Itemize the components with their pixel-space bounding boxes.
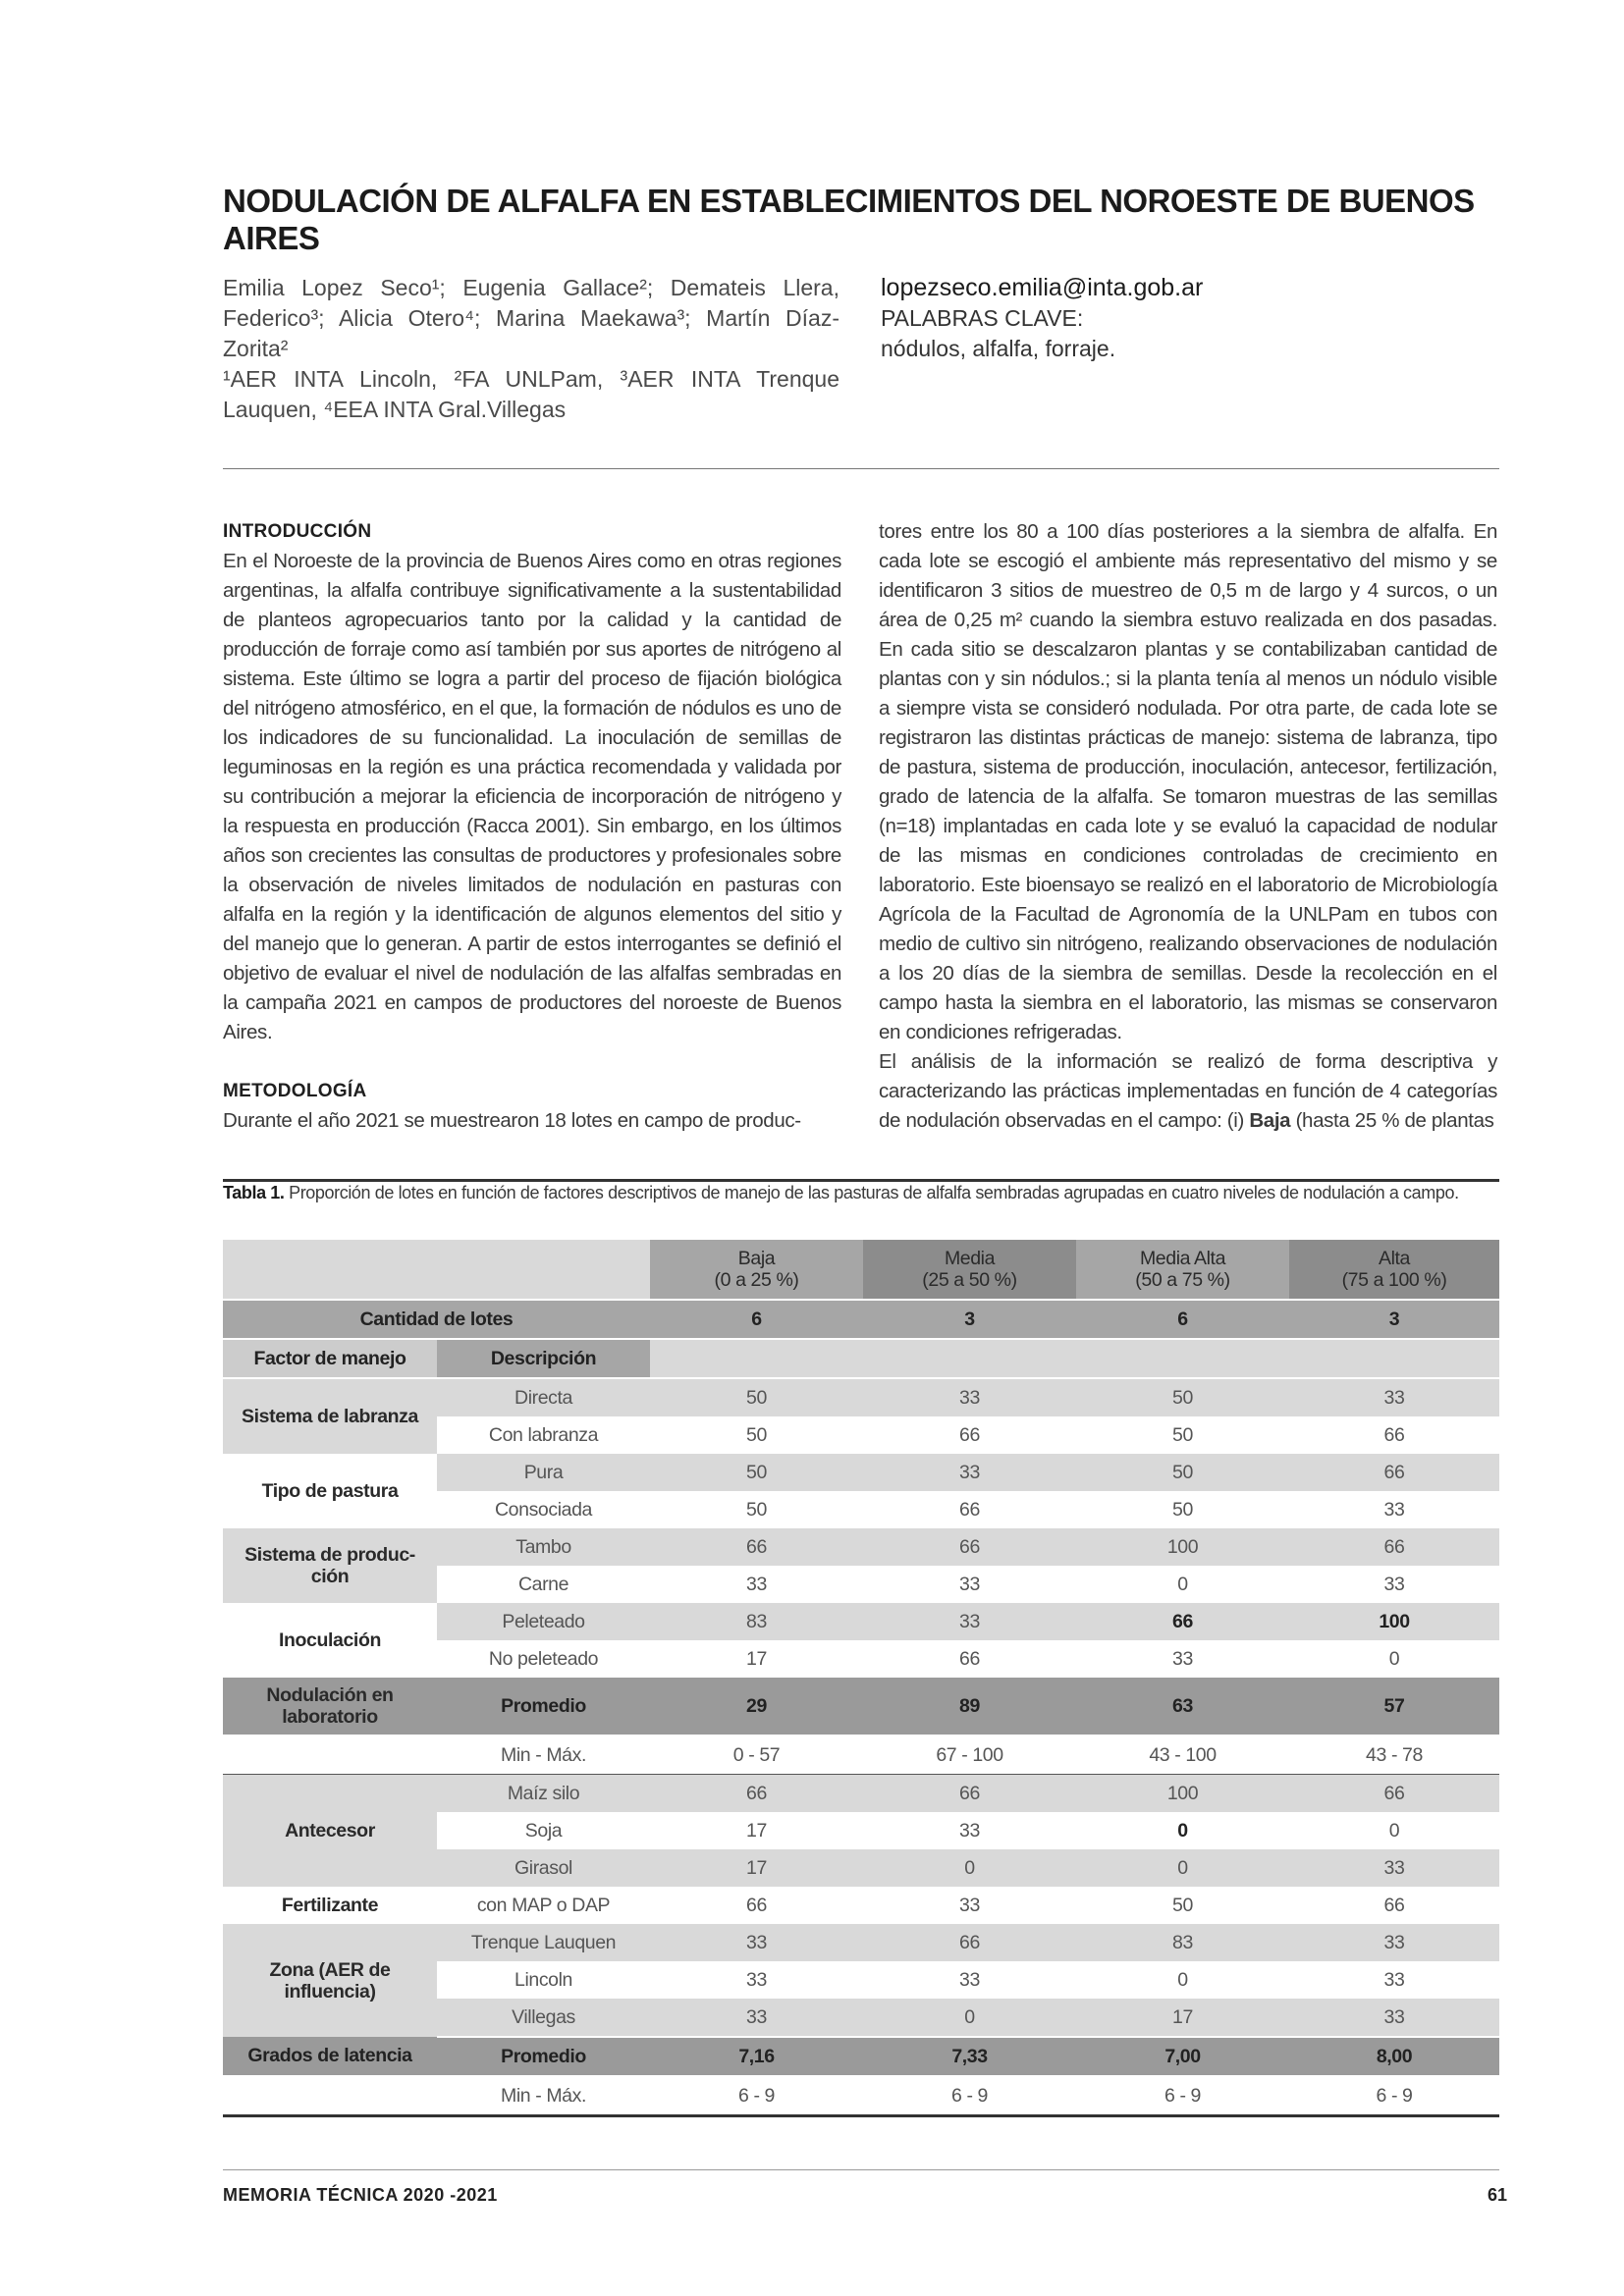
table-cell: 17	[650, 1640, 863, 1678]
table-cell: 50	[650, 1454, 863, 1491]
table-row	[223, 1454, 1499, 1491]
table-row	[223, 2037, 1499, 2076]
table-cell: Girasol	[437, 1849, 650, 1887]
table-cell: Min - Máx.	[437, 2076, 650, 2116]
factor-inoculacion: Inoculación	[223, 1603, 437, 1678]
table-cell: 3	[863, 1300, 1076, 1339]
table-cell: 33	[863, 1812, 1076, 1849]
table-cell: Promedio	[437, 2037, 650, 2076]
factor-antecesor: Antecesor	[223, 1775, 437, 1888]
footer-divider	[223, 2169, 1499, 2170]
table-cell: 33	[1289, 1999, 1499, 2037]
table-cell: 66	[1289, 1775, 1499, 1813]
table-cell: 6 - 9	[863, 2076, 1076, 2116]
table-cell: 66	[863, 1924, 1076, 1961]
table-cell: 33	[863, 1603, 1076, 1640]
table-cell: Peleteado	[437, 1603, 650, 1640]
table-cell: 33	[1076, 1640, 1289, 1678]
table-cell: 33	[650, 1999, 863, 2037]
factor-latencia: Grados de latencia	[223, 2037, 437, 2076]
factor-laboratorio: Nodulación en laboratorio	[223, 1678, 437, 1735]
desc-header: Descripción	[437, 1339, 650, 1378]
table-cell: 7,16	[650, 2037, 863, 2076]
table-top-rule	[223, 1179, 1499, 1182]
table-cell-blank	[223, 1735, 437, 1775]
table-cell: Pura	[437, 1454, 650, 1491]
table-cell: 33	[650, 1961, 863, 1999]
table-cell: 100	[1076, 1775, 1289, 1813]
col-header-baja: Baja (0 a 25 %)	[650, 1240, 863, 1300]
table-cell: 6	[650, 1300, 863, 1339]
header-divider	[223, 468, 1499, 469]
table-cell: Maíz silo	[437, 1775, 650, 1813]
table-row	[223, 1678, 1499, 1735]
factor-produccion: Sistema de produc- ción	[223, 1528, 437, 1603]
method-text-left: Durante el año 2021 se muestrearon 18 lotes en campo de produc-	[223, 1109, 801, 1132]
table-cell: 33	[1289, 1961, 1499, 1999]
table-cell: 33	[1289, 1378, 1499, 1416]
count-row	[223, 1300, 1499, 1339]
table-row	[223, 1528, 1499, 1566]
table-cell: 33	[863, 1454, 1076, 1491]
table-cell: 66	[863, 1640, 1076, 1678]
table-cell: 0	[863, 1999, 1076, 2037]
table-cell: 66	[863, 1775, 1076, 1813]
table-row	[223, 1775, 1499, 1813]
col-header-alta: Alta (75 a 100 %)	[1289, 1240, 1499, 1300]
table-cell: 63	[1076, 1678, 1289, 1735]
table-cell: 33	[863, 1961, 1076, 1999]
header-blank	[223, 1240, 650, 1300]
subheader-blank	[650, 1339, 1499, 1378]
table-cell: 6	[1076, 1300, 1289, 1339]
table-cell: 0	[1076, 1812, 1289, 1849]
table-cell: 33	[650, 1924, 863, 1961]
table-cell: 0 - 57	[650, 1735, 863, 1775]
table-cell: 66	[1289, 1528, 1499, 1566]
table-cell: 43 - 78	[1289, 1735, 1499, 1775]
table-cell: 33	[863, 1378, 1076, 1416]
page-number: 61	[1488, 2185, 1508, 2205]
table-cell: con MAP o DAP	[437, 1887, 650, 1924]
table-cell: Lincoln	[437, 1961, 650, 1999]
table-cell: 6 - 9	[650, 2076, 863, 2116]
subheader-row	[223, 1339, 1499, 1378]
authors: Emilia Lopez Seco¹; Eugenia Gallace²; Demateis Llera, Federico³; Alicia Otero⁴; Marina Maekawa³; Martín Díaz-Zorita²	[223, 275, 839, 361]
table-cell: 83	[650, 1603, 863, 1640]
table-cell-blank	[223, 2076, 437, 2116]
contact-block	[881, 273, 1470, 364]
table-cell: 33	[650, 1566, 863, 1603]
table-cell: 66	[1289, 1454, 1499, 1491]
table-cell: 50	[1076, 1454, 1289, 1491]
table-cell: Tambo	[437, 1528, 650, 1566]
keywords-label: PALABRAS CLAVE:	[881, 305, 1084, 331]
table-cell: 0	[1076, 1566, 1289, 1603]
table-row	[223, 2076, 1499, 2116]
caption-label: Tabla 1.	[223, 1183, 285, 1202]
table-cell: 33	[1289, 1849, 1499, 1887]
table-cell: Soja	[437, 1812, 650, 1849]
table-cell: 43 - 100	[1076, 1735, 1289, 1775]
table-cell: 0	[863, 1849, 1076, 1887]
table-cell: 33	[1289, 1566, 1499, 1603]
table-cell: 6 - 9	[1076, 2076, 1289, 2116]
table-row	[223, 1924, 1499, 1961]
table-cell: 67 - 100	[863, 1735, 1076, 1775]
method-text-right-1: tores entre los 80 a 100 días posteriores a la siembra de alfalfa. En cada lote se escogió el ambiente más representativo del mismo y se identificaron 3 sitios de muestreo de 0,5 m de largo y 4 surcos, o un área de 0,25 m² cuando la siembra estuvo realizada en dos pasadas. En cada sitio se descalzaron plantas y se contabilizaban cantidad de plantas con y sin nódulos.; si la planta tenía al menos un nódulo visible a siempre vista se consideró nodulada. Por otra parte, de cada lote se registraron las distintas prácticas de manejo: sistema de labranza, tipo de pastura, sistema de producción, inoculación, antecesor, fertilización, grado de latencia de la alfalfa. Se tomaron muestras de las semillas (n=18) implantadas en cada lote y se evaluó la capacidad de nodular de las mismas en condiciones controladas de crecimiento en laboratorio. Este bioensayo se realizó en el laboratorio de Microbiología Agrícola de la Facultad de Agronomía de la UNLPam en tubos con medio de cultivo sin nitrógeno, realizando observaciones de nodulación a los 20 días de la siembra de semillas. Desde la recolección en el campo hasta la siembra en el laboratorio, las mismas se conservaron en condiciones refrigeradas.	[879, 520, 1497, 1043]
method-heading: METODOLOGÍA	[223, 1081, 367, 1101]
count-label: Cantidad de lotes	[223, 1300, 650, 1339]
table-cell: 7,00	[1076, 2037, 1289, 2076]
caption-text: Proporción de lotes en función de factores descriptivos de manejo de las pasturas de alfalfa sembradas agrupadas en cuatro niveles de nodulación a campo.	[284, 1183, 1459, 1202]
table-cell: 66	[650, 1528, 863, 1566]
table-cell: 57	[1289, 1678, 1499, 1735]
data-table-wrapper	[223, 1240, 1499, 2117]
method-text-right-2a: El análisis de la información se realizó de forma descriptiva y caracterizando las prácticas implementadas en función de 4 categorías de nodulación observadas en el campo: (i)	[879, 1050, 1497, 1132]
table-cell: Trenque Lauquen	[437, 1924, 650, 1961]
factor-header: Factor de manejo	[223, 1339, 437, 1378]
keywords: nódulos, alfalfa, forraje.	[881, 336, 1116, 361]
table-cell: Consociada	[437, 1491, 650, 1528]
factor-pastura: Tipo de pastura	[223, 1454, 437, 1528]
table-header-row	[223, 1240, 1499, 1300]
table-cell: Carne	[437, 1566, 650, 1603]
table-cell: Villegas	[437, 1999, 650, 2037]
table-cell: 50	[1076, 1378, 1289, 1416]
col-header-media-alta: Media Alta (50 a 75 %)	[1076, 1240, 1289, 1300]
table-caption	[223, 1183, 1499, 1203]
table-cell: 66	[863, 1416, 1076, 1454]
table-row	[223, 1603, 1499, 1640]
table-cell: 0	[1076, 1849, 1289, 1887]
table-cell: 66	[1289, 1416, 1499, 1454]
table-cell: 66	[650, 1887, 863, 1924]
table-cell: 33	[863, 1887, 1076, 1924]
table-cell: No peleteado	[437, 1640, 650, 1678]
table-cell: 17	[650, 1812, 863, 1849]
table-cell: 29	[650, 1678, 863, 1735]
author-block	[223, 273, 839, 425]
factor-zona: Zona (AER de influencia)	[223, 1924, 437, 2037]
method-text-right-2c: (hasta 25 % de plantas	[1290, 1109, 1494, 1132]
email-link[interactable]: lopezseco.emilia@inta.gob.ar	[881, 274, 1204, 301]
table-cell: 50	[1076, 1416, 1289, 1454]
table-cell: 17	[650, 1849, 863, 1887]
table-cell: 100	[1076, 1528, 1289, 1566]
intro-text: En el Noroeste de la provincia de Buenos Aires como en otras regiones argentinas, la alfalfa contribuye significativamente a la sustentabilidad de planteos agropecuarios tanto por la calidad y la cantidad de producción de forraje como así también por sus aportes de nitrógeno al sistema. Este último se logra a partir del proceso de fijación biológica del nitrógeno atmosférico, en el que, la formación de nódulos es uno de los indicadores de su funcionalidad. La inoculación de semillas de leguminosas en la región es una práctica recomendada y validada por su contribución a mejorar la eficiencia de incorporación de nitrógeno y la respuesta en producción (Racca 2001). Sin embargo, en los últimos años son crecientes las consultas de productores y profesionales sobre la observación de niveles limitados de nodulación en pasturas con alfalfa en la región y la identificación de algunos elementos del sitio y del manejo que lo generan. A partir de estos interrogantes se definió el objetivo de evaluar el nivel de nodulación de las alfalfas sembradas en la campaña 2021 en campos de productores del noroeste de Buenos Aires.	[223, 550, 841, 1043]
table-cell: 66	[863, 1491, 1076, 1528]
data-table	[223, 1240, 1499, 2117]
table-cell: 0	[1076, 1961, 1289, 1999]
table-cell: 50	[650, 1416, 863, 1454]
table-row	[223, 1378, 1499, 1416]
table-cell: 66	[1076, 1603, 1289, 1640]
table-cell: Min - Máx.	[437, 1735, 650, 1775]
table-cell: 50	[1076, 1887, 1289, 1924]
table-cell: 89	[863, 1678, 1076, 1735]
right-column	[879, 517, 1497, 1136]
table-cell: 50	[1076, 1491, 1289, 1528]
table-row	[223, 1887, 1499, 1924]
table-cell: 50	[650, 1491, 863, 1528]
table-cell: Directa	[437, 1378, 650, 1416]
table-cell: 66	[863, 1528, 1076, 1566]
factor-fertilizante: Fertilizante	[223, 1887, 437, 1924]
factor-labranza: Sistema de labranza	[223, 1378, 437, 1454]
table-cell: 7,33	[863, 2037, 1076, 2076]
table-row	[223, 1735, 1499, 1775]
table-cell: 33	[863, 1566, 1076, 1603]
affiliations: ¹AER INTA Lincoln, ²FA UNLPam, ³AER INTA Trenque Lauquen, ⁴EEA INTA Gral.Villegas	[223, 366, 839, 422]
table-cell: 66	[1289, 1887, 1499, 1924]
table-cell: Con labranza	[437, 1416, 650, 1454]
table-cell: 33	[1289, 1924, 1499, 1961]
table-cell: 83	[1076, 1924, 1289, 1961]
left-column	[223, 517, 841, 1136]
table-cell: 0	[1289, 1640, 1499, 1678]
table-cell: 50	[650, 1378, 863, 1416]
table-cell: 66	[650, 1775, 863, 1813]
page-title: NODULACIÓN DE ALFALFA EN ESTABLECIMIENTOS DEL NOROESTE DE BUENOS AIRES	[223, 183, 1475, 256]
table-cell: 0	[1289, 1812, 1499, 1849]
table-cell: 3	[1289, 1300, 1499, 1339]
method-text-right-2	[879, 1047, 1497, 1136]
col-header-media: Media (25 a 50 %)	[863, 1240, 1076, 1300]
footer-journal: MEMORIA TÉCNICA 2020 -2021	[223, 2185, 498, 2205]
table-cell: Promedio	[437, 1678, 650, 1735]
intro-heading: INTRODUCCIÓN	[223, 521, 372, 542]
table-cell: 33	[1289, 1491, 1499, 1528]
table-cell: 100	[1289, 1603, 1499, 1640]
method-text-right-2b: Baja	[1249, 1109, 1291, 1132]
table-cell: 8,00	[1289, 2037, 1499, 2076]
table-cell: 6 - 9	[1289, 2076, 1499, 2116]
table-cell: 17	[1076, 1999, 1289, 2037]
